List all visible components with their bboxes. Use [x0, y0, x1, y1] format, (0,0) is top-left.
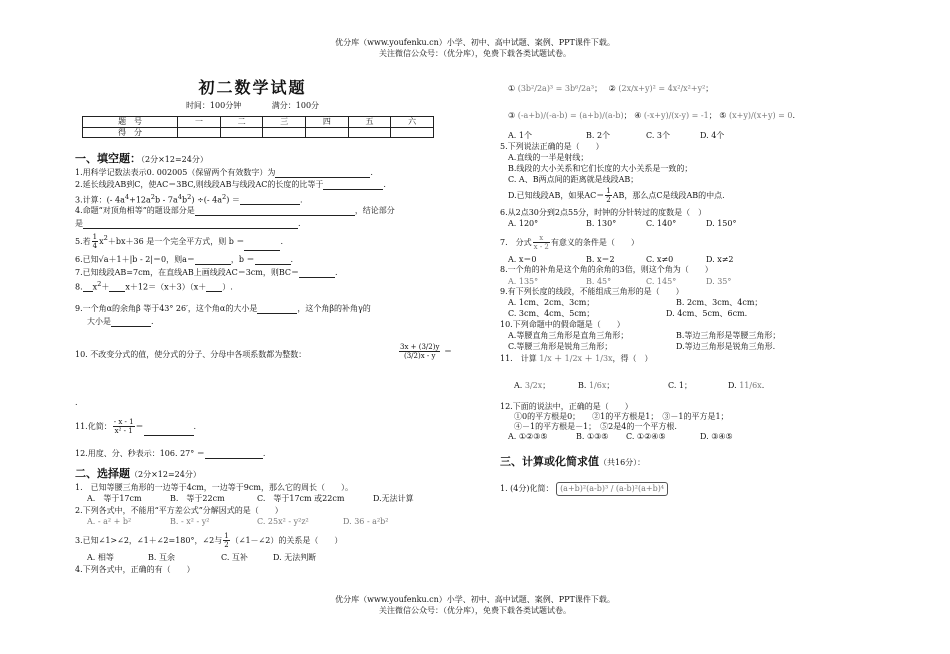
section-2-heading: 二、选择题（2分×12=24分）: [75, 467, 201, 480]
choice-q7-b: B. x＝2: [586, 255, 615, 264]
fill-q9-cont: 大小是 .: [87, 317, 154, 326]
fill-q6: 6.已知√a＋1＋|b - 2|＝0，则a＝ ，b ＝ .: [75, 255, 294, 264]
choice-q10: 10.下列命题中的假命题是（ ）: [500, 320, 625, 329]
choice-q5-a: A.直线的一半是射线；: [508, 153, 589, 162]
choice-q12-c: C. ①②④⑤: [626, 432, 666, 441]
choice-q1-c: C. 等于17cm 或22cm: [257, 494, 345, 503]
score-cell: [178, 127, 221, 138]
choice-q11-d: D. 11/6x.: [728, 381, 765, 390]
choice-q11-a: A. 3/2x；: [514, 381, 551, 390]
score-cell: 三: [263, 117, 306, 128]
fill-q9: 9.一个角α的余角β 等于43° 26′，这个角α的大小是 ，这个角β的补角γ的: [75, 304, 371, 313]
choice-q5: 5.下列说法正确的是（ ）: [500, 142, 604, 151]
exam-title: 初二数学试题: [198, 78, 307, 97]
choice-q12: 12.下面的说法中，正确的是（ ）: [500, 402, 633, 411]
score-cell: 得 分: [83, 127, 178, 138]
choice-q1: 1. 已知等腰三角形的一边等于4cm，一边等于9cm，那么它的周长（ ）。: [75, 483, 353, 492]
choice-q3: 3.已知∠1>∠2，∠1＋∠2=180°，∠2与 $\frac{1}{2}$ （∠1－∠2）的关系是（ ）: [75, 532, 343, 550]
choice-q12-a: A. ①②③⑤: [508, 432, 548, 441]
choice-q7-c: C. x≠0: [646, 255, 674, 264]
score-cell: 六: [391, 117, 434, 128]
exam-meta: [75, 101, 430, 111]
fill-q7: 7.已知线段AB=7cm，在直线AB上画线段AC＝3cm，则BC＝ .: [75, 268, 338, 277]
choice-q9-b: B. 2cm、3cm、4cm；: [676, 298, 763, 307]
fill-q3: 3.计算：(- $4a^4+12a^2b - 7a^4b^2$) ÷(- $4a^2$) ＝ .: [75, 193, 303, 205]
fill-q10-answer-dot: .: [75, 398, 78, 407]
choice-q6-c: C. 140°: [646, 219, 677, 228]
choice-q4-c: C. 3个: [646, 131, 671, 140]
score-cell: 一: [178, 117, 221, 128]
choice-q5-d: D.已知线段AB，如果AC＝ $\frac{1}{2}$ AB，那么点C是线段AB的中点.: [508, 187, 725, 205]
fill-q4-cont: 是 .: [75, 219, 301, 228]
choice-q1-a: A. 等于17cm: [87, 494, 142, 503]
fill-q4: 4.命题“对顶角相等”的题设部分是 ，结论部分: [75, 206, 395, 215]
choice-q9-d: D. 4cm、5cm、6cm.: [666, 309, 748, 318]
choice-q8-c: C. 145°: [646, 277, 677, 286]
choice-q4-b: B. 2个: [586, 131, 611, 140]
choice-q3-a: A. 相等: [87, 553, 114, 562]
section-3-heading: 三、计算或化简求值（共16分）：: [500, 455, 646, 468]
calc-q1-expression: (a+b)²(a-b)³ / (a-b)²(a+b)⁴: [556, 482, 668, 496]
choice-q1-d: D.无法计算: [373, 494, 414, 503]
score-cell: [220, 127, 263, 138]
score-cell: 五: [348, 117, 391, 128]
page-header: [0, 38, 950, 59]
choice-q7-a: A. x＝0: [508, 255, 537, 264]
fill-q8: 8. $x^2+ x+12=(x+3)(x+$ ）.: [75, 280, 233, 292]
choice-q2-c: C. 25x² - y²z²: [257, 517, 309, 526]
score-cell: [306, 127, 349, 138]
choice-q7-d: D. x≠2: [706, 255, 734, 264]
choice-q5-c: C. A、B两点间的距离就是线段AB；: [508, 175, 639, 184]
choice-q9-c: C. 3cm、4cm、5cm；: [508, 309, 595, 318]
fill-q5: 5.若 $\frac{1}{4}$ $x^2+bx+36$ 是一个完全平方式，则 b ＝ .: [75, 233, 283, 251]
exam-full-score: 满分：100分: [271, 101, 320, 110]
choice-q4-a: A. 1个: [508, 131, 532, 140]
choice-q2-d: D. 36 - a²b²: [343, 517, 389, 526]
section-1-heading: 一、填空题：（2分×12=24分）: [75, 152, 208, 165]
choice-q2-b: B. - x² - y²: [170, 517, 210, 526]
calc-q1: 1. (4分)化简： (a+b)²(a-b)³ / (a-b)²(a+b)⁴: [500, 482, 668, 496]
score-cell: [263, 127, 306, 138]
header-line-2: 关注微信公众号：（优分库），免费下载各类试题试卷。: [379, 48, 571, 58]
choice-q4: 4.下列各式中，正确的有（ ）: [75, 565, 195, 574]
choice-q3-c: C. 互补: [221, 553, 248, 562]
page-footer: [0, 595, 950, 616]
fill-q11: 11.化简： $\frac{- x - 1}{\text{x² - 1}}$ ＝ .: [75, 418, 197, 436]
choice-q10-a: A.等腰直角三角形是直角三角形；: [508, 331, 629, 340]
score-table: [82, 116, 434, 138]
choice-q2: 2.下列各式中，不能用“平方差公式”分解因式的是（ ）: [75, 506, 283, 515]
choice-q4-row2: ③ (-a+b)/(-a-b) = (a+b)/(a-b)； ④ (-x+y)/(x-y) = -1； ⑤ (x+y)/(x+y) = 0.: [508, 111, 796, 120]
score-cell: 题 号: [83, 117, 178, 128]
footer-line-2: 关注微信公众号：（优分库），免费下载各类试题试卷。: [379, 605, 571, 615]
choice-q9: 9.有下列长度的线段，不能组成三角形的是（ ）: [500, 287, 684, 296]
choice-q12-d: D. ③④⑤: [700, 432, 733, 441]
choice-q12-b: B. ①③⑤: [576, 432, 609, 441]
choice-q5-b: B.线段的大小关系和它们长度的大小关系是一致的；: [508, 164, 693, 173]
choice-q4-row1: ① (3b²/2a)³ = 3b⁶/2a³； ② (2x/x+y)² = 4x²/x²+y²；: [508, 84, 714, 93]
fill-q10-fraction: $\frac{3x + (3/2)y}{(3/2)x - y}$ ＝: [400, 343, 452, 361]
choice-q8-d: D. 35°: [706, 277, 732, 286]
exam-time: 时间：100分钟: [185, 101, 242, 110]
choice-q10-b: B.等边三角形是等腰三角形；: [676, 331, 781, 340]
choice-q11-c: C. 1；: [668, 381, 693, 390]
choice-q6-b: B. 130°: [586, 219, 617, 228]
choice-q11-b: B. 1/6x；: [578, 381, 615, 390]
choice-q3-b: B. 互余: [148, 553, 175, 562]
choice-q1-b: B. 等于22cm: [170, 494, 225, 503]
choice-q11: 11. 计算 1/x ＋ 1/2x ＋ 1/3x，得（ ）: [500, 354, 653, 363]
choice-q7: 7. 分式 $\frac{x}{x - 2}$ 有意义的条件是（ ）: [500, 234, 639, 252]
choice-q3-d: D. 无法判断: [273, 553, 317, 562]
choice-q8-a: A. 135°: [508, 277, 539, 286]
choice-q6: 6.从2点30分到2点55分，时钟的分针转过的度数是（ ）: [500, 208, 707, 217]
choice-q2-a: A. - a² + b²: [87, 517, 132, 526]
score-table-header-row: [83, 117, 434, 128]
header-line-1: 优分库（www.youfenku.cn）小学、初中、高中试题、案例、PPT课件下载。: [335, 38, 615, 47]
choice-q10-c: C.等腰三角形是锐角三角形；: [508, 342, 613, 351]
score-cell: [391, 127, 434, 138]
choice-q8-b: B. 45°: [586, 277, 612, 286]
choice-q12-line2: ④－1的平方根是－1； ⑤2是4的一个平方根.: [514, 422, 677, 431]
fill-q2: 2.延长线段AB到C，使AC＝3BC,则线段AB与线段AC的长度的比等于 .: [75, 180, 386, 189]
choice-q4-d: D. 4个: [700, 131, 725, 140]
choice-q12-line1: ①0的平方根是0； ②1的平方根是1； ③－1的平方是1；: [514, 412, 729, 421]
footer-line-1: 优分库（www.youfenku.cn）小学、初中、高中试题、案例、PPT课件下载。: [335, 595, 615, 604]
choice-q6-d: D. 150°: [706, 219, 737, 228]
choice-q9-a: A. 1cm、2cm、3cm；: [508, 298, 595, 307]
score-cell: 四: [306, 117, 349, 128]
fill-q1: 1.用科学记数法表示0. 002005（保留两个有效数字）为 .: [75, 168, 373, 177]
score-table-score-row: [83, 127, 434, 138]
score-cell: 二: [220, 117, 263, 128]
choice-q10-d: D.等边三角形是锐角三角形.: [676, 342, 776, 351]
choice-q8: 8.一个角的补角是这个角的余角的3倍，则这个角为（ ）: [500, 265, 713, 274]
fill-q10: 10. 不改变分式的值，使分式的分子、分母中各项系数都为整数：: [75, 350, 307, 359]
score-cell: [348, 127, 391, 138]
choice-q6-a: A. 120°: [508, 219, 539, 228]
fill-q12: 12.用度、分、秒表示：106. 27° ＝ .: [75, 449, 266, 458]
